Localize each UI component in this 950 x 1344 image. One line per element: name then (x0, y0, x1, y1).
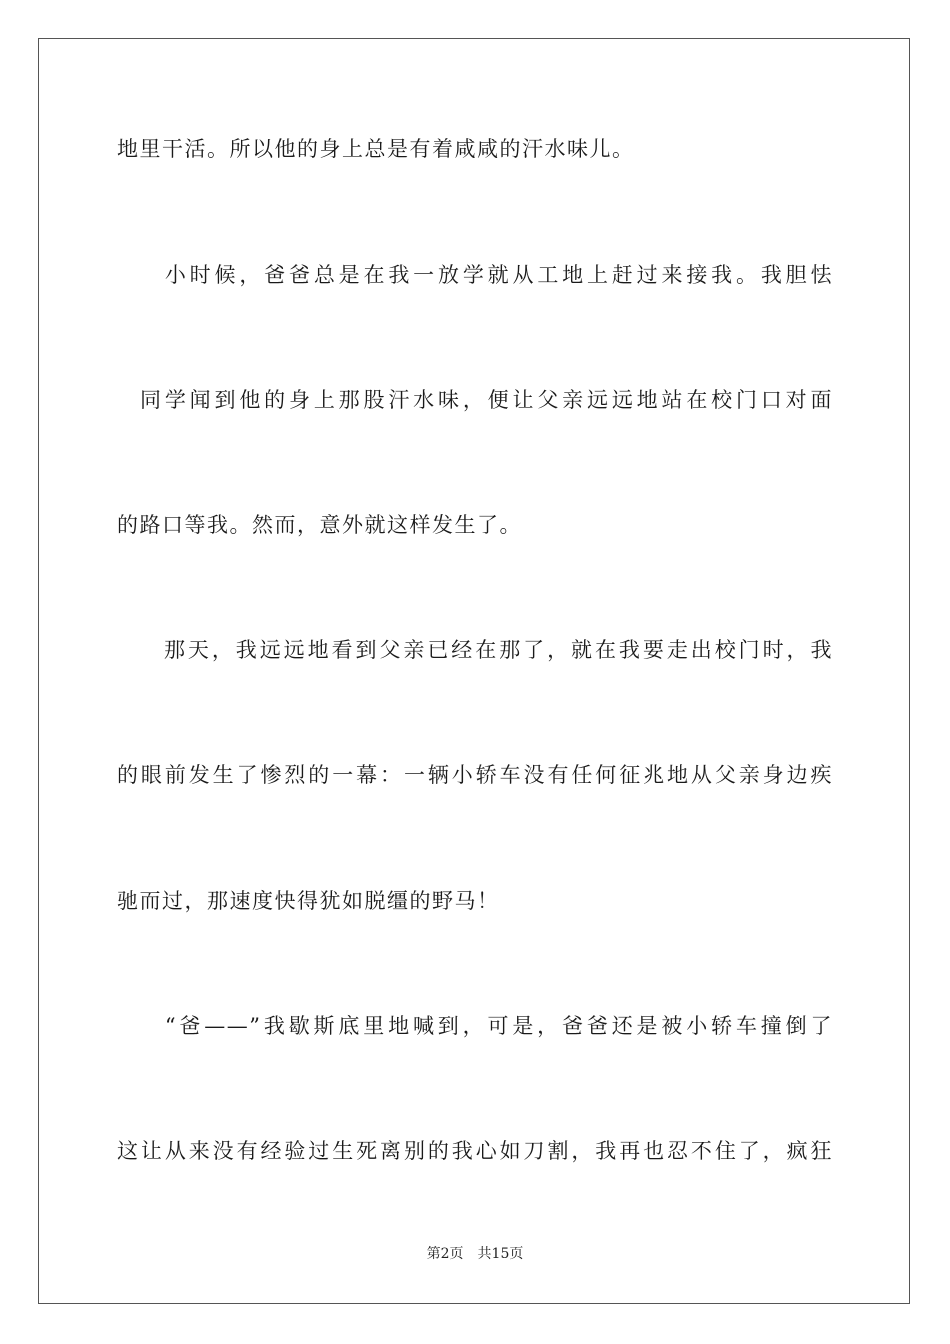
page-footer (0, 1244, 950, 1264)
text-line-9: 这让从来没有经验过生死离别的我心如刀割，我再也忍不住了，疯狂 (117, 1139, 833, 1163)
page-total: 共15页 (477, 1246, 524, 1262)
text-line-3: 同学闻到他的身上那股汗水味，便让父亲远远地站在校门口对面 (140, 388, 833, 412)
text-line-6: 的眼前发生了惨烈的一幕：一辆小轿车没有任何征兆地从父亲身边疾 (117, 763, 833, 787)
text-line-2: 小时候，爸爸总是在我一放学就从工地上赶过来接我。我胆怯 (140, 263, 833, 287)
text-line-1: 地里干活。所以他的身上总是有着咸咸的汗水味儿。 (117, 137, 635, 161)
text-line-7: 驰而过，那速度快得犹如脱缰的野马！ (117, 889, 500, 913)
text-line-5: 那天，我远远地看到父亲已经在那了，就在我要走出校门时，我 (140, 638, 833, 662)
text-line-8: “爸——”我歇斯底里地喊到，可是，爸爸还是被小轿车撞倒了 (140, 1014, 833, 1038)
page-border (38, 38, 910, 1304)
text-line-4: 的路口等我。然而，意外就这样发生了。 (117, 513, 522, 537)
page-number: 第2页 (426, 1246, 464, 1262)
